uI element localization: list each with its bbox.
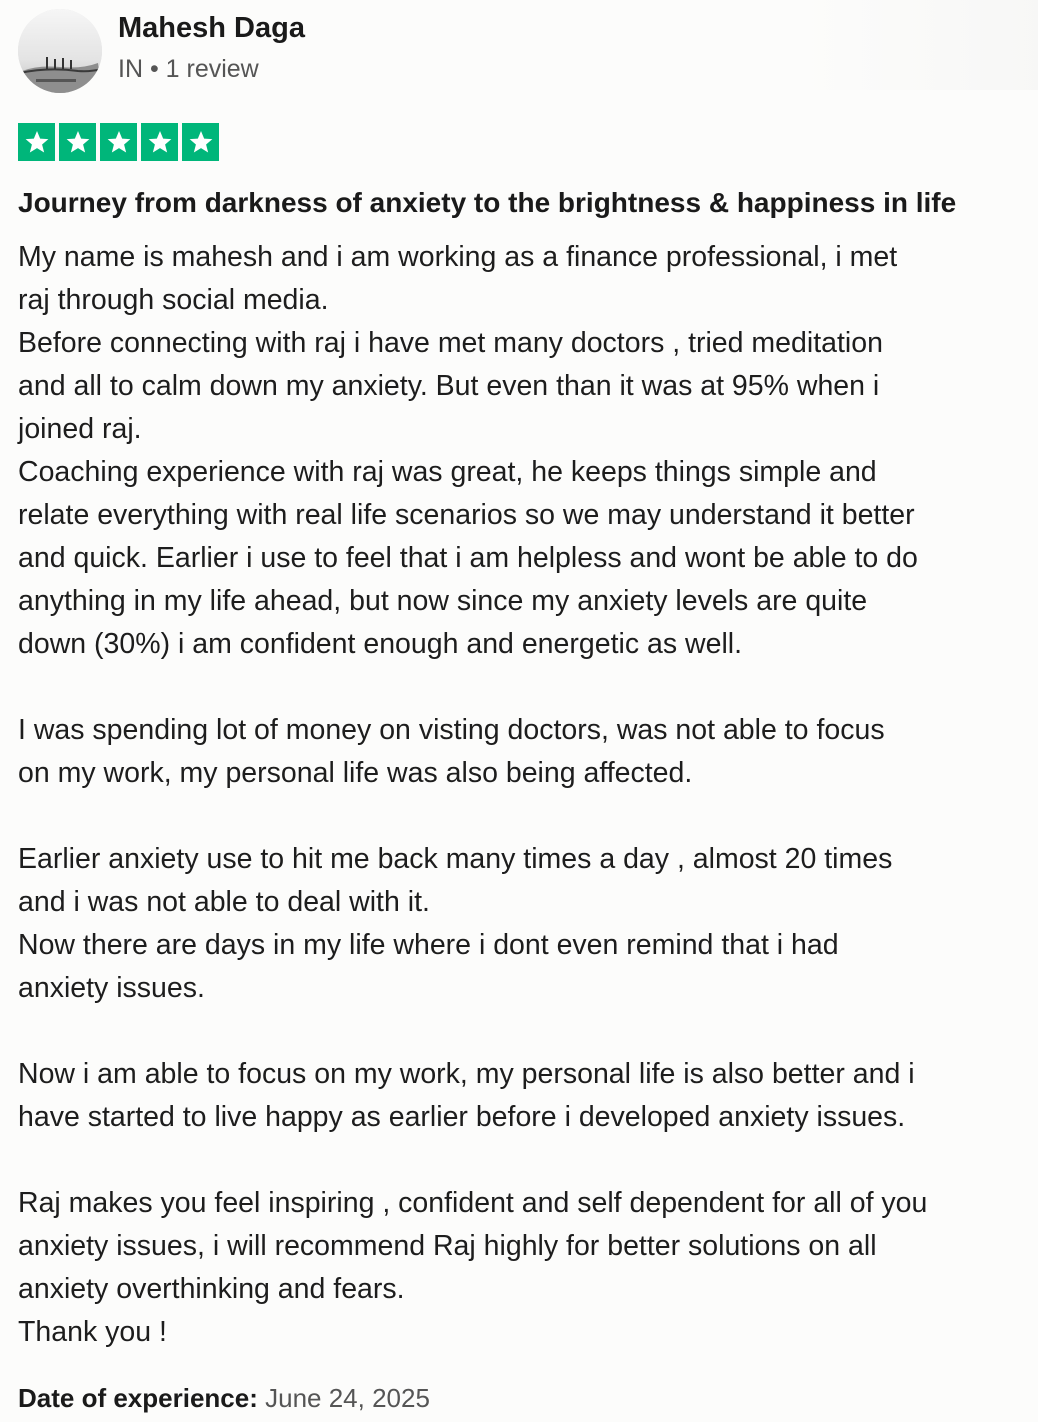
review-paragraph: I was spending lot of money on visting doctors, was not able to focus on my work, my personal life was also being affected. [18, 714, 885, 789]
avatar[interactable] [18, 9, 102, 93]
review-paragraph: Earlier anxiety use to hit me back many times a day , almost 20 times and i was not able to deal with it. Now there are days in my life where i dont even remind that i had anxiety issues. [18, 843, 893, 1004]
reviewer-meta: IN • 1 review [118, 55, 259, 83]
star-icon [141, 123, 178, 161]
star-icon [18, 123, 55, 161]
star-rating [18, 123, 219, 161]
reviewer-header [18, 8, 305, 94]
review-paragraph: Raj makes you feel inspiring , confident and self dependent for all of you anxiety issues, i will recommend Raj highly for better solutions on all anxiety overthinking and fears. Thank you ! [18, 1187, 928, 1348]
header-fade [798, 0, 1038, 90]
review-paragraph: Now i am able to focus on my work, my personal life is also better and i have started to live happy as earlier before i developed anxiety issues. [18, 1058, 915, 1133]
star-icon [59, 123, 96, 161]
experience-date: June 24, 2025 [265, 1383, 430, 1413]
review-title[interactable]: Journey from darkness of anxiety to the brightness & happiness in life [18, 187, 957, 218]
profile-photo-icon [18, 9, 102, 93]
star-icon [100, 123, 137, 161]
experience-label: Date of experience: [18, 1383, 258, 1413]
reviewer-name[interactable]: Mahesh Daga [118, 12, 305, 44]
review-paragraph: My name is mahesh and i am working as a finance professional, i met raj through social media. Before connecting with raj i have met many doctors , tried meditation and all to calm down my anxiety. But even than it was at 95% when i joined raj. Coaching experience with raj was great, he keeps things simple and relate everything with real life scenarios so we may understand it better and quick. Earlier i use to feel that i am helpless and wont be able to do anything in my life ahead, but now since my anxiety levels are quite down (30%) i am confident enough and energetic as well. [18, 241, 918, 660]
star-icon [182, 123, 219, 161]
review-body [18, 236, 1033, 1354]
date-of-experience [18, 1380, 430, 1416]
reviewer-info [118, 12, 305, 86]
